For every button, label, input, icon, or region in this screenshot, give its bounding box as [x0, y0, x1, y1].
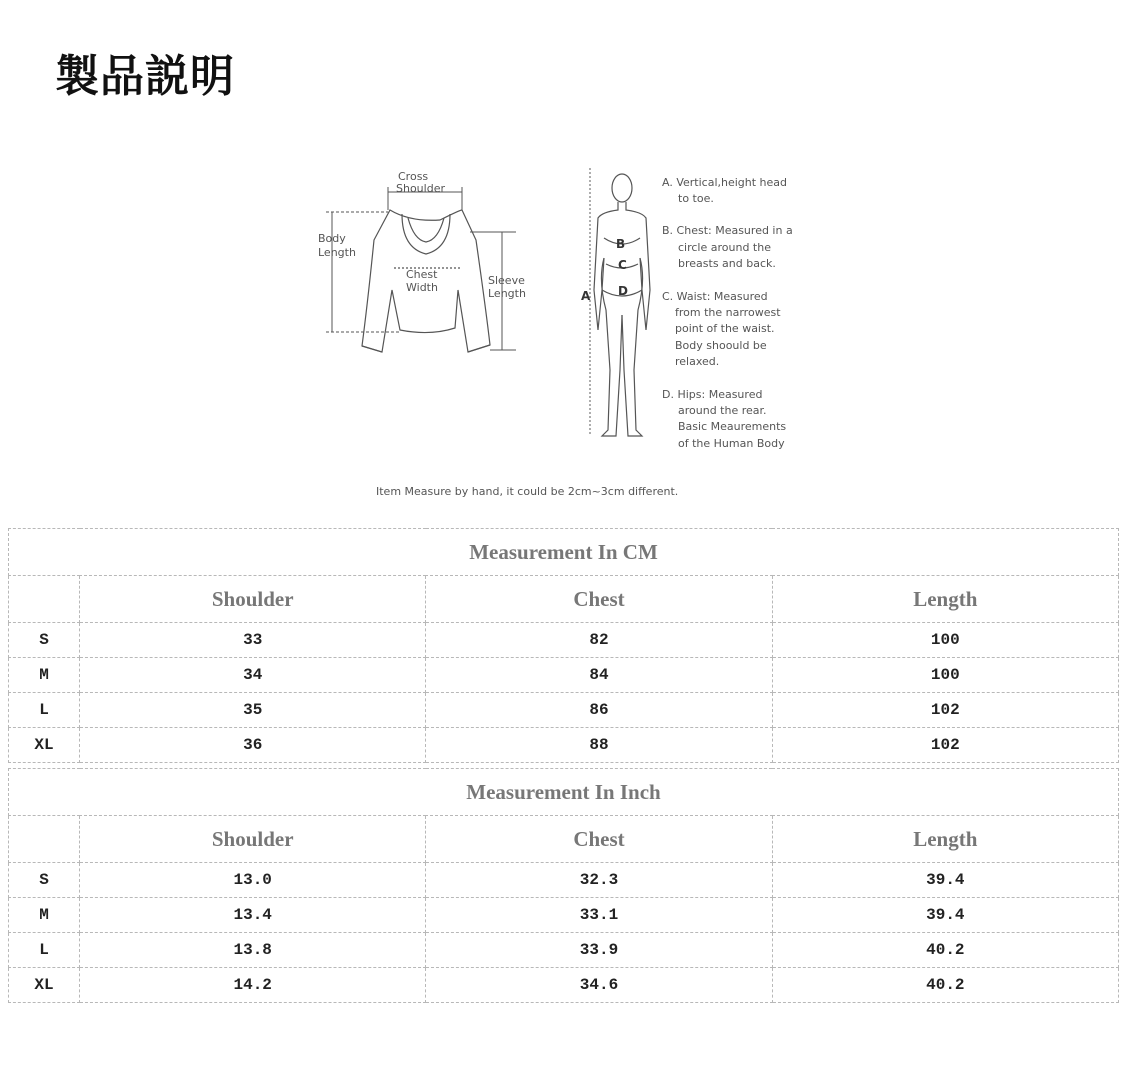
- note-d-line-4: of the Human Body: [678, 437, 785, 450]
- table-caption: Measurement In Inch: [9, 769, 1119, 816]
- shoulder-cell: 14.2: [80, 968, 426, 1003]
- header-length: Length: [772, 816, 1118, 863]
- size-table-cm: [8, 528, 1119, 763]
- label-body-length-1: Body: [318, 232, 346, 245]
- marker-a: A: [581, 289, 591, 303]
- label-chest-width-2: Width: [406, 281, 438, 294]
- chest-cell: 34.6: [426, 968, 772, 1003]
- length-cell: 102: [772, 728, 1118, 763]
- note-c-line-1: C. Waist: Measured: [662, 290, 768, 303]
- label-sleeve-length-1: Sleeve: [488, 274, 525, 287]
- body-markers: [581, 237, 628, 303]
- chest-cell: 33.9: [426, 933, 772, 968]
- length-cell: 40.2: [772, 968, 1118, 1003]
- note-c-line-3: point of the waist.: [675, 322, 775, 335]
- measurement-notes: [662, 176, 793, 450]
- chest-cell: 88: [426, 728, 772, 763]
- label-sleeve-length-2: Length: [488, 287, 526, 300]
- length-cell: 39.4: [772, 863, 1118, 898]
- table-row: [9, 933, 1119, 968]
- shoulder-cell: 13.0: [80, 863, 426, 898]
- header-size: [9, 816, 80, 863]
- length-cell: 100: [772, 623, 1118, 658]
- label-chest-width-1: Chest: [406, 268, 438, 281]
- header-chest: Chest: [426, 576, 772, 623]
- note-b-line-2: circle around the: [678, 241, 771, 254]
- label-body-length-2: Length: [318, 246, 356, 259]
- label-cross-shoulder-2: Shoulder: [396, 182, 445, 195]
- size-table-inch: [8, 768, 1119, 1003]
- marker-c: C: [618, 258, 627, 272]
- table-row: [9, 658, 1119, 693]
- shoulder-cell: 33: [80, 623, 426, 658]
- size-cell: M: [9, 658, 80, 693]
- size-cell: S: [9, 863, 80, 898]
- body-figure-illustration: [590, 168, 650, 436]
- label-cross-shoulder-1: Cross: [398, 170, 429, 183]
- shoulder-cell: 36: [80, 728, 426, 763]
- note-c-line-4: Body shoould be: [675, 339, 767, 352]
- header-chest: Chest: [426, 816, 772, 863]
- length-cell: 102: [772, 693, 1118, 728]
- size-cell: XL: [9, 968, 80, 1003]
- chest-cell: 84: [426, 658, 772, 693]
- table-row: [9, 693, 1119, 728]
- size-cell: XL: [9, 728, 80, 763]
- measurement-guide-diagram: [290, 140, 830, 510]
- note-c-line-5: relaxed.: [675, 355, 720, 368]
- table-caption: Measurement In CM: [9, 529, 1119, 576]
- table-row: [9, 968, 1119, 1003]
- size-cell: S: [9, 623, 80, 658]
- shoulder-cell: 35: [80, 693, 426, 728]
- chest-cell: 82: [426, 623, 772, 658]
- table-row: [9, 623, 1119, 658]
- measure-footnote: Item Measure by hand, it could be 2cm~3cm different.: [376, 485, 679, 498]
- chest-cell: 32.3: [426, 863, 772, 898]
- note-d-line-1: D. Hips: Measured: [662, 388, 763, 401]
- table-row: [9, 863, 1119, 898]
- page-title: 製品説明: [55, 51, 235, 102]
- table-row: [9, 728, 1119, 763]
- chest-cell: 33.1: [426, 898, 772, 933]
- shoulder-cell: 13.4: [80, 898, 426, 933]
- note-b-line-3: breasts and back.: [678, 257, 776, 270]
- marker-b: B: [616, 237, 626, 251]
- garment-labels: [318, 170, 526, 300]
- note-b-line-1: B. Chest: Measured in a: [662, 224, 793, 237]
- length-cell: 100: [772, 658, 1118, 693]
- length-cell: 40.2: [772, 933, 1118, 968]
- note-c-line-2: from the narrowest: [675, 306, 781, 319]
- header-shoulder: Shoulder: [80, 816, 426, 863]
- shoulder-cell: 13.8: [80, 933, 426, 968]
- size-cell: M: [9, 898, 80, 933]
- note-d-line-3: Basic Meaurements: [678, 420, 787, 433]
- note-a-line-2: to toe.: [678, 192, 714, 205]
- chest-cell: 86: [426, 693, 772, 728]
- header-size: [9, 576, 80, 623]
- marker-d: D: [618, 284, 628, 298]
- header-shoulder: Shoulder: [80, 576, 426, 623]
- shoulder-cell: 34: [80, 658, 426, 693]
- size-cell: L: [9, 933, 80, 968]
- header-length: Length: [772, 576, 1118, 623]
- length-cell: 39.4: [772, 898, 1118, 933]
- note-a-line-1: A. Vertical,height head: [662, 176, 788, 189]
- size-cell: L: [9, 693, 80, 728]
- table-row: [9, 898, 1119, 933]
- note-d-line-2: around the rear.: [678, 404, 767, 417]
